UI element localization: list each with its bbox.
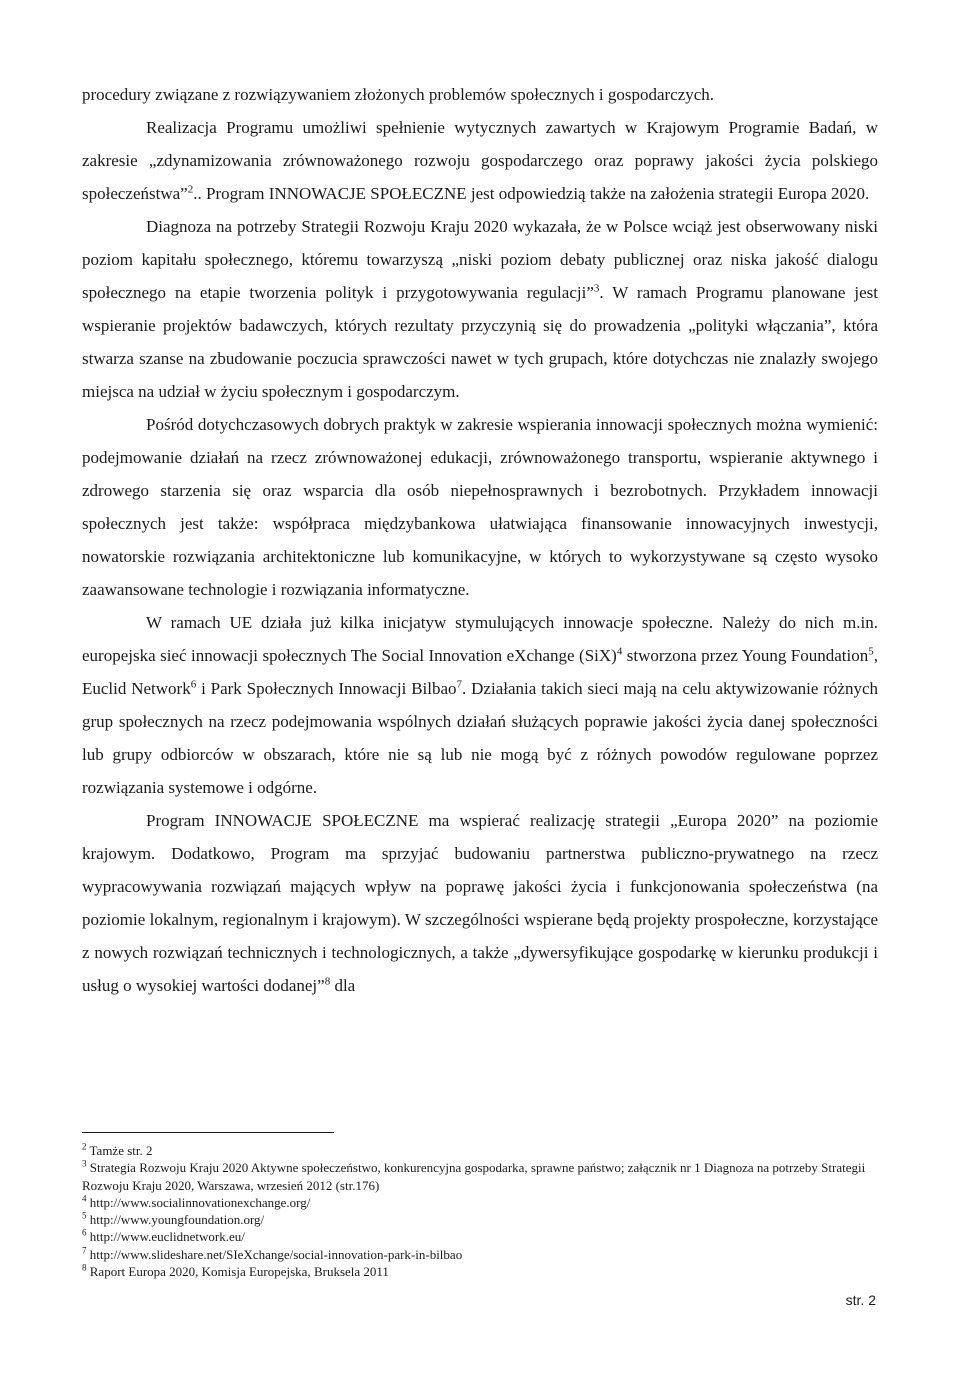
paragraph-text: Pośród dotychczasowych dobrych praktyk w zakresie wspierania innowacji społecznych można wymienić: podejmowanie działań na rzecz zrównoważonej edukacji, zrównoważonego transportu, wspieranie aktywnego i zdrowego starzenia się oraz wsparcia dla osób niepełnosprawnych i bezrobotnych. Przykładem innowacji społecznych jest także: współpraca międzybankowa ułatwiająca finansowanie innowacyjnych inwestycji, nowatorskie rozwiązania architektoniczne lub komunikacyjne, w których to wykorzystywane są często wysoko zaawansowane technologie i rozwiązania informatyczne.: [82, 415, 878, 599]
footnote-link[interactable]: http://www.youngfoundation.org/: [86, 1212, 265, 1228]
footnotes: [82, 1142, 882, 1280]
document-body: [82, 78, 878, 1002]
footnote-number: 6: [82, 1228, 87, 1239]
footnote-2: [82, 1142, 882, 1159]
footnote-number: 8: [82, 1262, 87, 1273]
paragraph-text: i Park Społecznych Innowacji Bilbao: [196, 679, 457, 698]
paragraph-text: Realizacja Programu umożliwi spełnienie wytycznych zawartych w Krajowym Programie Badań, w zakresie „zdynamizowania zrównoważonego rozwoju gospodarczego oraz poprawy jakości życia polskiego społeczeństwa”: [82, 118, 878, 203]
footnote-link[interactable]: http://www.euclidnetwork.eu/: [86, 1229, 245, 1245]
paragraph-text: procedury związane z rozwiązywaniem złożonych problemów społecznych i gospodarczych.: [82, 85, 715, 104]
paragraph-3: [82, 210, 878, 408]
footnote-ref: 3: [593, 282, 600, 295]
footnote-ref: 6: [190, 678, 197, 691]
paragraph-text: dla: [330, 976, 356, 995]
paragraph-5: [82, 606, 878, 804]
paragraph-text: , Euclid Network: [82, 646, 878, 698]
footnote-6: [82, 1228, 882, 1245]
page-number: str. 2: [845, 1292, 876, 1308]
paragraph-text: .. Program INNOWACJE SPOŁECZNE jest odpowiedzią także na założenia strategii Europa 2020.: [193, 184, 870, 203]
footnote-link[interactable]: http://www.slideshare.net/SIeXchange/social-innovation-park-in-bilbao: [86, 1246, 463, 1262]
paragraph-text: Diagnoza na potrzeby Strategii Rozwoju Kraju 2020 wykazała, że w Polsce wciąż jest obserwowany niski poziom kapitału społecznego, któremu towarzyszą „niski poziom debaty publicznej oraz niska jakość dialogu społecznego na etapie tworzenia polityk i przygotowywania regulacji”: [82, 217, 878, 302]
paragraph-text: W ramach UE działa już kilka inicjatyw stymulujących innowacje społeczne. Należy do nich m.in. europejska sieć innowacji społecznych The Social Innovation eXchange (SiX): [82, 613, 878, 665]
paragraph-text: . Działania takich sieci mają na celu aktywizowanie różnych grup społecznych na rzecz podejmowania wspólnych działań służących poprawie jakości życia danej społeczności lub grupy odbiorców w obszarach, które nie są lub nie mogą być z różnych powodów regulowane poprzez rozwiązania systemowe i odgórne.: [82, 679, 878, 797]
footnote-ref: 4: [616, 645, 623, 658]
footnote-8: [82, 1263, 882, 1280]
footnote-text: Raport Europa 2020, Komisja Europejska, Bruksela 2011: [86, 1264, 389, 1280]
footnote-ref: 5: [868, 645, 874, 658]
footnote-ref: 2: [187, 183, 194, 196]
footnote-ref: 7: [456, 678, 463, 691]
footnote-3: [82, 1159, 882, 1194]
footnote-7: [82, 1246, 882, 1263]
paragraph-text: Program INNOWACJE SPOŁECZNE ma wspierać realizację strategii „Europa 2020” na poziomie krajowym. Dodatkowo, Program ma sprzyjać budowaniu partnerstwa publiczno-prywatnego na rzecz wypracowywania rozwiązań mających wpływ na poprawę jakości życia i funkcjonowania społeczeństwa (na poziomie lokalnym, regionalnym i krajowym). W szczególności wspierane będą projekty prospołeczne, korzystające z nowych rozwiązań technicznych i technologicznych, a także „dywersyfikujące gospodarkę w kierunku produkcji i usług o wysokiej wartości dodanej”: [82, 811, 878, 995]
footnote-separator: [82, 1132, 334, 1133]
footnote-link[interactable]: http://www.socialinnovationexchange.org/: [86, 1194, 311, 1210]
paragraph-text: stworzona przez Young Foundation: [622, 646, 869, 665]
footnote-5: [82, 1211, 882, 1228]
footnote-number: 4: [82, 1193, 87, 1204]
footnote-4: [82, 1194, 882, 1211]
paragraph-6: [82, 804, 878, 1002]
paragraph-text: . W ramach Programu planowane jest wspieranie projektów badawczych, których rezultaty przyczynią się do prowadzenia „polityki włączania”, która stwarza szanse na zbudowanie poczucia sprawczości nawet w tych grupach, które dotychczas nie znalazły swojego miejsca na udział w życiu społecznym i gospodarczym.: [82, 283, 879, 401]
footnote-ref: 8: [324, 975, 331, 988]
paragraph-2: [82, 111, 878, 210]
paragraph-4: [82, 408, 878, 606]
footnote-number: 3: [82, 1158, 87, 1169]
footnote-text: Tamże str. 2: [86, 1143, 153, 1158]
footnote-text: Strategia Rozwoju Kraju 2020 Aktywne społeczeństwo, konkurencyjna gospodarka, sprawne państwo; załącznik nr 1 Diagnoza na potrzeby Strategii Rozwoju Kraju 2020, Warszawa, wrzesień 2012 (str.176): [82, 1160, 866, 1193]
footnote-number: 2: [82, 1141, 87, 1152]
footnote-number: 5: [82, 1210, 87, 1221]
paragraph-1: [82, 78, 878, 111]
footnote-number: 7: [82, 1245, 87, 1256]
